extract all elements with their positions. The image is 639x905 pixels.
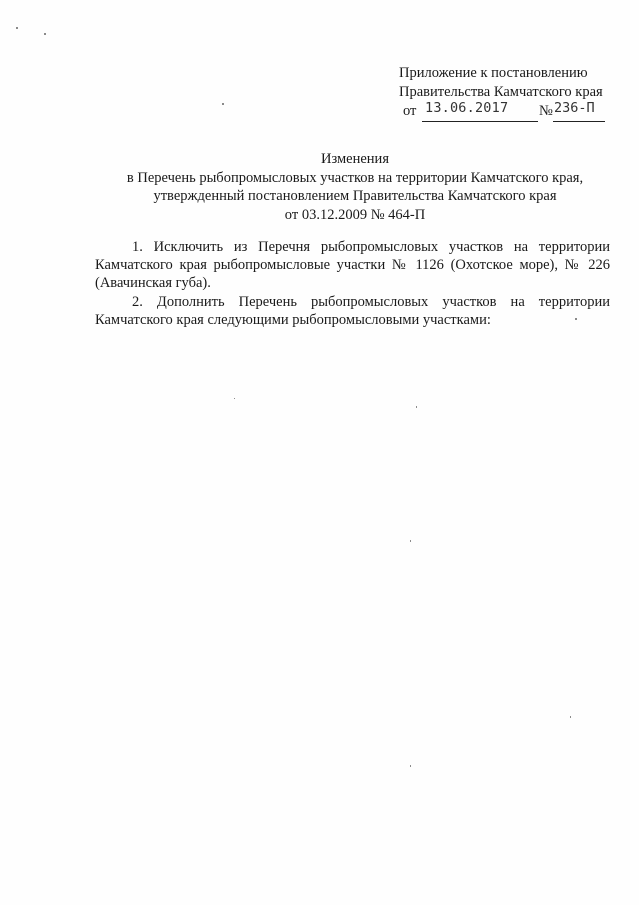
appendix-date-line xyxy=(403,102,603,121)
number-sign: № xyxy=(539,103,553,119)
scan-speck xyxy=(234,398,235,399)
scan-speck xyxy=(410,540,411,542)
title-line-1: Изменения xyxy=(321,151,389,167)
title-line-4: от 03.12.2009 № 464-П xyxy=(284,206,426,223)
document-title xyxy=(100,150,610,224)
title-line-2: в Перечень рыбопромысловых участков на территории Камчатского края, xyxy=(126,169,584,186)
scan-speck xyxy=(44,33,46,35)
appendix-header xyxy=(399,64,603,121)
scan-speck xyxy=(570,716,571,718)
number-value: 236-П xyxy=(554,100,595,116)
scan-speck xyxy=(16,27,18,29)
scan-speck xyxy=(416,406,417,408)
date-prefix: от xyxy=(403,103,417,119)
appendix-line-1: Приложение к постановлению xyxy=(399,65,588,81)
paragraph-1: 1. Исключить из Перечня рыбопромысловых участков на территории Камчатского края рыбопромысловые участки № 1126 (Охотское море), № 226 (Авачинская губа). xyxy=(95,239,610,291)
date-value: 13.06.2017 xyxy=(425,100,509,116)
title-line-3: утвержденный постановлением Правительства Камчатского края xyxy=(153,188,557,204)
date-field xyxy=(422,102,538,122)
scan-speck xyxy=(410,765,411,767)
scan-speck xyxy=(575,318,577,320)
appendix-line-2: Правительства Камчатского края xyxy=(399,84,603,100)
document-body xyxy=(95,238,610,330)
paragraph-2: 2. Дополнить Перечень рыбопромысловых участков на территории Камчатского края следующими рыбопромысловыми участками: xyxy=(95,294,610,328)
scan-speck xyxy=(222,103,224,105)
number-field xyxy=(553,102,605,122)
